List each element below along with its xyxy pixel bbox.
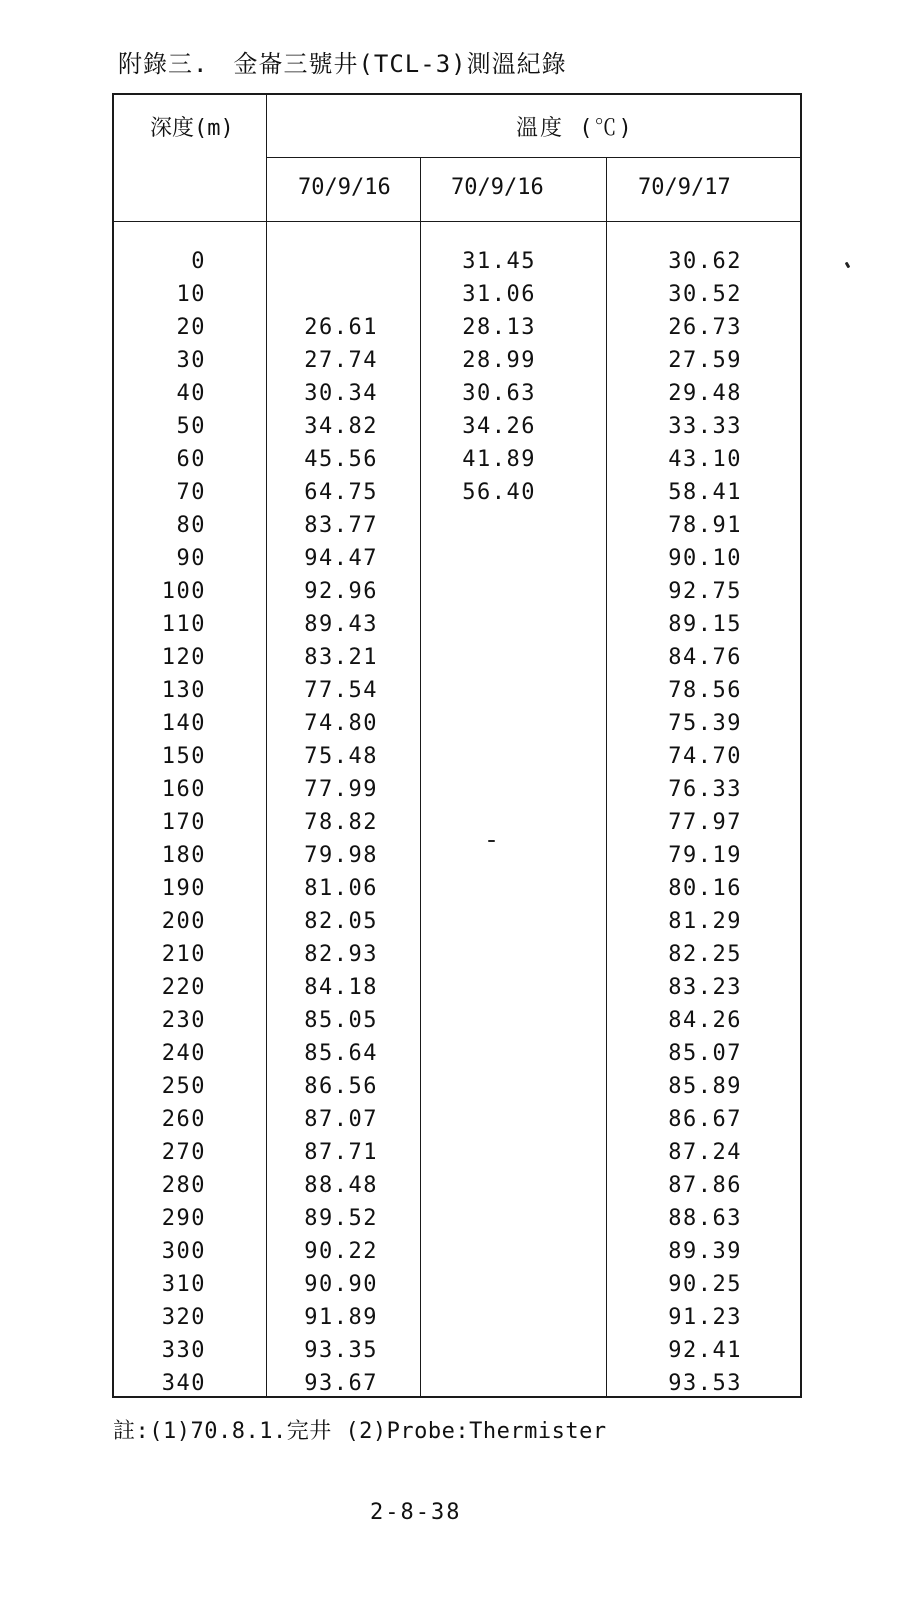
temp-cell-70-9-16-a: 81.06	[304, 876, 378, 901]
temp-cell-70-9-16-a	[268, 278, 378, 311]
table-row	[114, 278, 800, 311]
temp-cell-70-9-17: 26.73	[668, 315, 742, 340]
temp-cell-70-9-16-a: 86.56	[304, 1074, 378, 1099]
temp-cell-70-9-16-b: 34.26	[462, 414, 536, 439]
depth-cell: 200	[161, 909, 206, 934]
table-row	[114, 1334, 800, 1367]
temp-cell-70-9-16-b	[426, 1037, 536, 1070]
temp-cell-70-9-17: 88.63	[668, 1206, 742, 1231]
table-row	[114, 674, 800, 707]
table-body	[114, 245, 800, 1400]
temp-cell-70-9-16-a: 93.67	[304, 1371, 378, 1396]
header-bottom-rule	[114, 221, 800, 222]
temp-cell-70-9-16-b	[426, 542, 536, 575]
temp-cell-70-9-17: 89.15	[668, 612, 742, 637]
depth-cell: 110	[161, 612, 206, 637]
temp-cell-70-9-16-b	[426, 1235, 536, 1268]
table-row	[114, 476, 800, 509]
temp-cell-70-9-16-a: 92.96	[304, 579, 378, 604]
temp-cell-70-9-17: 43.10	[668, 447, 742, 472]
depth-cell: 290	[161, 1206, 206, 1231]
temp-cell-70-9-17: 27.59	[668, 348, 742, 373]
temp-cell-70-9-16-b	[426, 773, 536, 806]
temp-cell-70-9-17: 85.89	[668, 1074, 742, 1099]
depth-cell: 100	[161, 579, 206, 604]
depth-cell: 70	[176, 480, 206, 505]
depth-cell: 280	[161, 1173, 206, 1198]
depth-cell: 180	[161, 843, 206, 868]
temp-cell-70-9-16-a: 34.82	[304, 414, 378, 439]
temp-cell-70-9-16-a: 64.75	[304, 480, 378, 505]
temp-cell-70-9-16-a: 90.22	[304, 1239, 378, 1264]
temp-cell-70-9-16-b	[426, 509, 536, 542]
footnote: 註:(1)70.8.1.完井 (2)Probe:Thermister	[113, 1419, 607, 1444]
depth-cell: 220	[161, 975, 206, 1000]
temp-cell-70-9-17: 93.53	[668, 1371, 742, 1396]
table-row	[114, 905, 800, 938]
temp-cell-70-9-16-b	[426, 1334, 536, 1367]
temp-cell-70-9-16-a	[268, 245, 378, 278]
temp-cell-70-9-16-a: 45.56	[304, 447, 378, 472]
temp-cell-70-9-17: 29.48	[668, 381, 742, 406]
temp-cell-70-9-16-b	[426, 1301, 536, 1334]
table-row	[114, 938, 800, 971]
temp-cell-70-9-16-b: 28.13	[462, 315, 536, 340]
temp-cell-70-9-16-a: 78.82	[304, 810, 378, 835]
table-row	[114, 1268, 800, 1301]
temp-cell-70-9-16-a: 91.89	[304, 1305, 378, 1330]
depth-cell: 90	[176, 546, 206, 571]
table-row	[114, 773, 800, 806]
temp-cell-70-9-16-b	[426, 674, 536, 707]
temp-cell-70-9-16-a: 77.54	[304, 678, 378, 703]
temp-cell-70-9-16-a: 85.64	[304, 1041, 378, 1066]
depth-cell: 40	[176, 381, 206, 406]
depth-cell: 160	[161, 777, 206, 802]
depth-cell: 260	[161, 1107, 206, 1132]
temp-cell-70-9-17: 86.67	[668, 1107, 742, 1132]
temp-cell-70-9-17: 74.70	[668, 744, 742, 769]
temp-cell-70-9-16-b	[426, 608, 536, 641]
header-divider	[266, 157, 800, 158]
temp-cell-70-9-16-a: 94.47	[304, 546, 378, 571]
depth-cell: 270	[161, 1140, 206, 1165]
temp-cell-70-9-16-a: 87.71	[304, 1140, 378, 1165]
temp-cell-70-9-16-a: 26.61	[304, 315, 378, 340]
depth-cell: 120	[161, 645, 206, 670]
table-row	[114, 1169, 800, 1202]
temp-cell-70-9-17: 30.52	[668, 282, 742, 307]
page-title: 附錄三. 金崙三號井(TCL-3)測溫紀錄	[118, 50, 567, 78]
temp-cell-70-9-16-a: 82.05	[304, 909, 378, 934]
temp-cell-70-9-16-b	[426, 806, 536, 839]
table-row	[114, 509, 800, 542]
temperature-table	[112, 93, 802, 1398]
depth-cell: 60	[176, 447, 206, 472]
table-row	[114, 608, 800, 641]
date-header-1: 70/9/16	[298, 175, 391, 200]
depth-cell: 170	[161, 810, 206, 835]
temp-cell-70-9-16-b	[426, 707, 536, 740]
table-row	[114, 311, 800, 344]
temp-cell-70-9-17: 80.16	[668, 876, 742, 901]
depth-cell: 140	[161, 711, 206, 736]
temp-cell-70-9-16-a: 84.18	[304, 975, 378, 1000]
temp-cell-70-9-17: 84.26	[668, 1008, 742, 1033]
table-row	[114, 377, 800, 410]
scan-speck	[488, 840, 495, 842]
temp-cell-70-9-17: 58.41	[668, 480, 742, 505]
depth-cell: 250	[161, 1074, 206, 1099]
table-row	[114, 1037, 800, 1070]
temp-cell-70-9-17: 92.41	[668, 1338, 742, 1363]
table-row	[114, 542, 800, 575]
depth-cell: 20	[176, 315, 206, 340]
temp-cell-70-9-16-b	[426, 938, 536, 971]
depth-cell: 300	[161, 1239, 206, 1264]
depth-cell: 150	[161, 744, 206, 769]
table-row	[114, 1004, 800, 1037]
depth-cell: 320	[161, 1305, 206, 1330]
depth-cell: 310	[161, 1272, 206, 1297]
scan-speck	[845, 262, 851, 269]
table-row	[114, 245, 800, 278]
table-row	[114, 1136, 800, 1169]
temp-cell-70-9-16-b	[426, 1136, 536, 1169]
table-row	[114, 641, 800, 674]
temp-cell-70-9-17: 30.62	[668, 249, 742, 274]
table-row	[114, 707, 800, 740]
temp-cell-70-9-16-a: 88.48	[304, 1173, 378, 1198]
temp-cell-70-9-16-a: 93.35	[304, 1338, 378, 1363]
date-header-2: 70/9/16	[451, 175, 544, 200]
depth-cell: 240	[161, 1041, 206, 1066]
temp-cell-70-9-17: 85.07	[668, 1041, 742, 1066]
temp-cell-70-9-16-b: 28.99	[462, 348, 536, 373]
temp-cell-70-9-17: 89.39	[668, 1239, 742, 1264]
table-row	[114, 1202, 800, 1235]
temp-cell-70-9-17: 87.86	[668, 1173, 742, 1198]
temp-cell-70-9-16-b	[426, 1202, 536, 1235]
temp-cell-70-9-16-b	[426, 1004, 536, 1037]
temperature-header: 溫度 (℃)	[516, 116, 634, 141]
page-number: 2-8-38	[370, 1500, 462, 1525]
depth-cell: 10	[176, 282, 206, 307]
temp-cell-70-9-16-b	[426, 1070, 536, 1103]
temp-cell-70-9-17: 92.75	[668, 579, 742, 604]
temp-cell-70-9-17: 83.23	[668, 975, 742, 1000]
temp-cell-70-9-16-b	[426, 872, 536, 905]
table-row	[114, 344, 800, 377]
temp-cell-70-9-17: 90.25	[668, 1272, 742, 1297]
temp-cell-70-9-16-a: 74.80	[304, 711, 378, 736]
temp-cell-70-9-16-b: 31.45	[462, 249, 536, 274]
temp-cell-70-9-16-b	[426, 905, 536, 938]
temp-cell-70-9-17: 82.25	[668, 942, 742, 967]
depth-header: 深度(m)	[150, 116, 234, 141]
table-row	[114, 806, 800, 839]
temp-cell-70-9-17: 78.56	[668, 678, 742, 703]
temp-cell-70-9-17: 91.23	[668, 1305, 742, 1330]
temp-cell-70-9-16-a: 85.05	[304, 1008, 378, 1033]
table-row	[114, 575, 800, 608]
depth-cell: 190	[161, 876, 206, 901]
temp-cell-70-9-17: 84.76	[668, 645, 742, 670]
date-header-3: 70/9/17	[638, 175, 731, 200]
depth-cell: 130	[161, 678, 206, 703]
table-row	[114, 839, 800, 872]
temp-cell-70-9-16-a: 79.98	[304, 843, 378, 868]
table-row	[114, 971, 800, 1004]
temp-cell-70-9-16-b	[426, 971, 536, 1004]
table-row	[114, 872, 800, 905]
depth-cell: 340	[161, 1371, 206, 1396]
temp-cell-70-9-16-a: 89.52	[304, 1206, 378, 1231]
temp-cell-70-9-17: 78.91	[668, 513, 742, 538]
temp-cell-70-9-16-a: 30.34	[304, 381, 378, 406]
temp-cell-70-9-16-b	[426, 1367, 536, 1400]
temp-cell-70-9-16-b: 56.40	[462, 480, 536, 505]
temp-cell-70-9-16-b	[426, 740, 536, 773]
depth-cell: 210	[161, 942, 206, 967]
depth-cell: 80	[176, 513, 206, 538]
temp-cell-70-9-17: 87.24	[668, 1140, 742, 1165]
table-row	[114, 1367, 800, 1400]
temp-cell-70-9-16-a: 75.48	[304, 744, 378, 769]
temp-cell-70-9-16-a: 82.93	[304, 942, 378, 967]
temp-cell-70-9-17: 90.10	[668, 546, 742, 571]
temp-cell-70-9-16-b	[426, 839, 536, 872]
temp-cell-70-9-16-b	[426, 1169, 536, 1202]
table-row	[114, 1301, 800, 1334]
depth-cell: 0	[191, 249, 206, 274]
temp-cell-70-9-16-a: 83.77	[304, 513, 378, 538]
temp-cell-70-9-16-b: 30.63	[462, 381, 536, 406]
temp-cell-70-9-17: 77.97	[668, 810, 742, 835]
table-row	[114, 443, 800, 476]
temp-cell-70-9-16-b: 41.89	[462, 447, 536, 472]
table-row	[114, 410, 800, 443]
table-row	[114, 740, 800, 773]
temp-cell-70-9-16-a: 87.07	[304, 1107, 378, 1132]
table-row	[114, 1235, 800, 1268]
temp-cell-70-9-17: 76.33	[668, 777, 742, 802]
temp-cell-70-9-16-a: 89.43	[304, 612, 378, 637]
temp-cell-70-9-16-a: 83.21	[304, 645, 378, 670]
temp-cell-70-9-16-b	[426, 1268, 536, 1301]
temp-cell-70-9-16-b	[426, 1103, 536, 1136]
depth-cell: 30	[176, 348, 206, 373]
temp-cell-70-9-16-b	[426, 641, 536, 674]
depth-cell: 50	[176, 414, 206, 439]
temp-cell-70-9-16-b	[426, 575, 536, 608]
temp-cell-70-9-16-a: 27.74	[304, 348, 378, 373]
table-row	[114, 1070, 800, 1103]
temp-cell-70-9-17: 75.39	[668, 711, 742, 736]
temp-cell-70-9-17: 79.19	[668, 843, 742, 868]
temp-cell-70-9-16-a: 77.99	[304, 777, 378, 802]
table-row	[114, 1103, 800, 1136]
temp-cell-70-9-16-b: 31.06	[462, 282, 536, 307]
depth-cell: 230	[161, 1008, 206, 1033]
temp-cell-70-9-17: 33.33	[668, 414, 742, 439]
temp-cell-70-9-16-a: 90.90	[304, 1272, 378, 1297]
depth-cell: 330	[161, 1338, 206, 1363]
temp-cell-70-9-17: 81.29	[668, 909, 742, 934]
